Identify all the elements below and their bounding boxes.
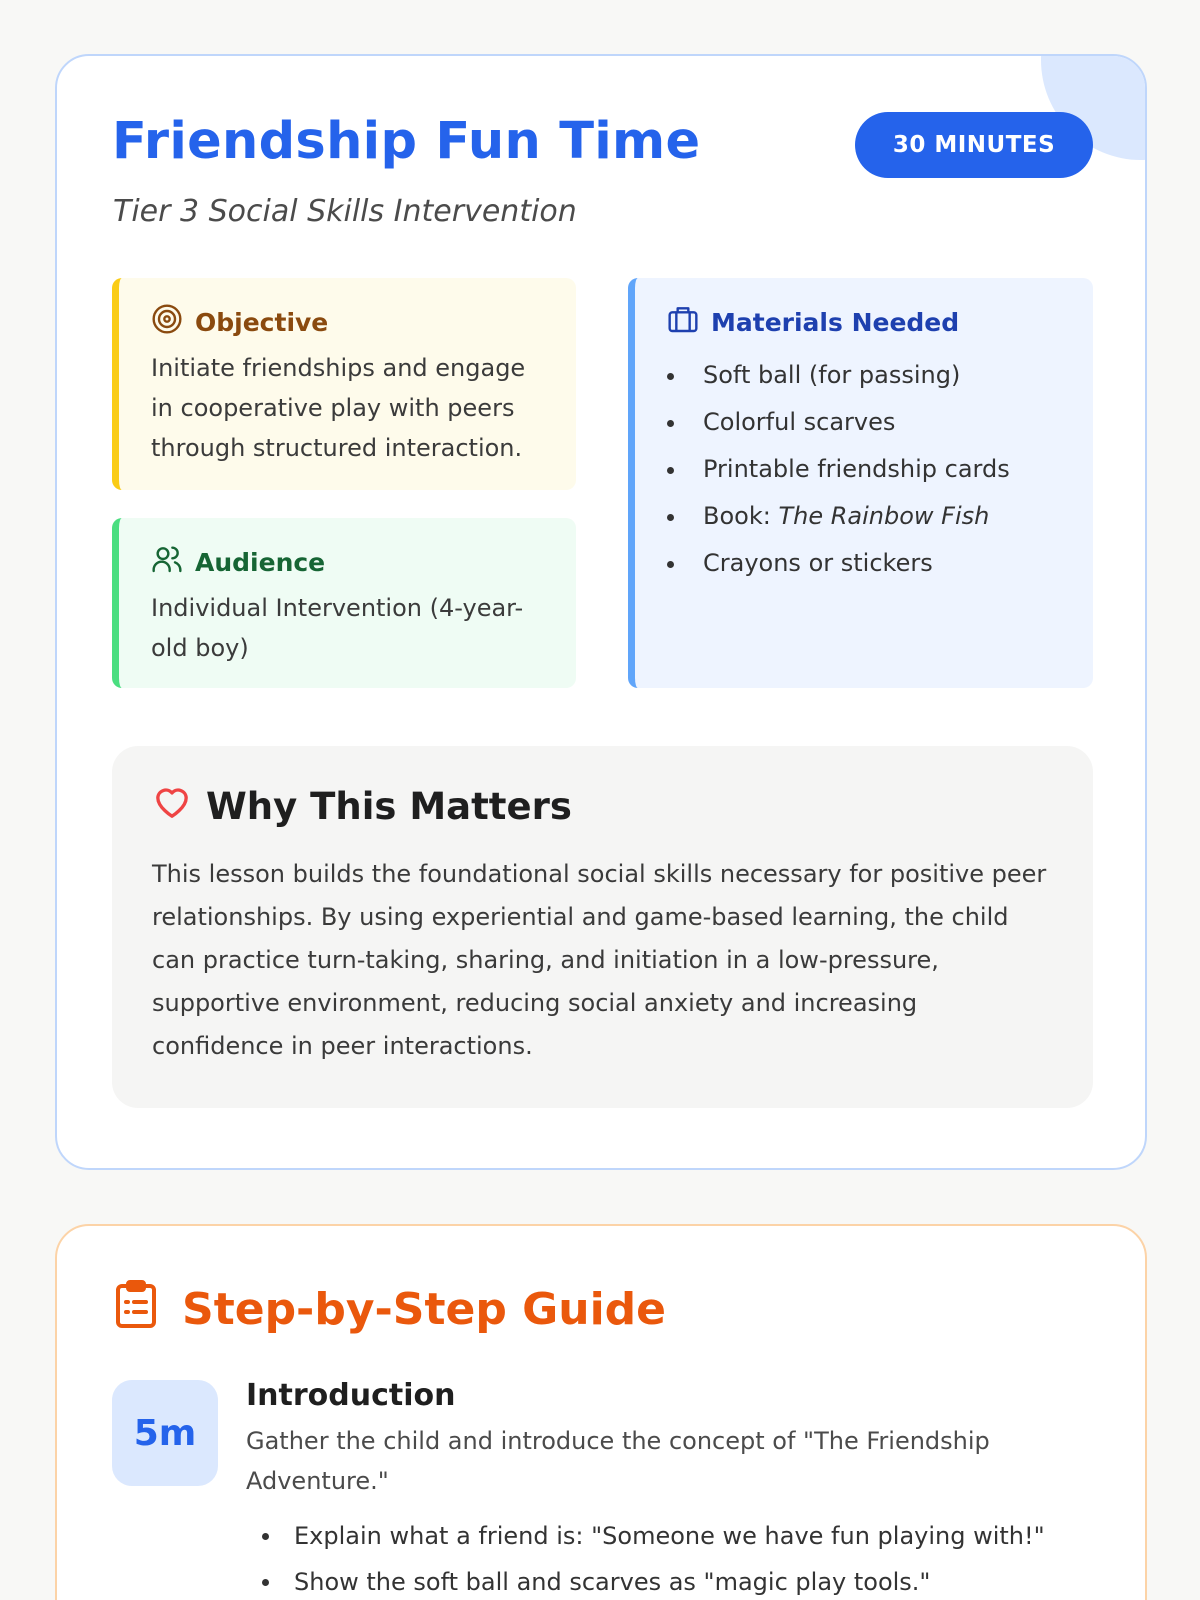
clipboard-icon	[112, 1278, 160, 1341]
step-duration-badge: 5m	[112, 1380, 218, 1486]
why-section	[112, 746, 1093, 1108]
heart-icon	[152, 782, 192, 831]
materials-list	[667, 352, 1063, 587]
audience-box	[112, 518, 576, 688]
why-label: Why This Matters	[206, 785, 572, 828]
why-text: This lesson builds the foundational social skills necessary for positive peer relationships. By using experiential and game-based learning, the child can practice turn-taking, sharing, and initiation in a low-pressure, supportive environment, reducing social anxiety and increasing confidence in peer interactions.	[152, 860, 1047, 1060]
step-guide-card	[55, 1224, 1147, 1600]
duration-badge: 30 MINUTES	[855, 112, 1093, 178]
step-bullet: Show the soft ball and scarves as "magic play tools."	[246, 1559, 1096, 1600]
materials-item	[667, 493, 1063, 540]
audience-header	[151, 544, 546, 580]
objective-box	[112, 278, 576, 490]
target-icon	[151, 303, 183, 341]
guide-label: Step-by-Step Guide	[182, 1284, 666, 1335]
materials-item: Colorful scarves	[667, 399, 1063, 446]
audience-text: Individual Intervention (4-year-old boy)	[151, 594, 524, 662]
why-header	[152, 782, 1053, 831]
materials-item-prefix: Book:	[703, 502, 771, 530]
objective-header	[151, 304, 546, 340]
guide-header	[112, 1278, 666, 1341]
book-title: The Rainbow Fish	[778, 502, 990, 530]
lesson-overview-card	[55, 54, 1147, 1170]
audience-label: Audience	[195, 547, 326, 577]
materials-item: Soft ball (for passing)	[667, 352, 1063, 399]
step-item	[246, 1378, 1096, 1600]
page-subtitle: Tier 3 Social Skills Intervention	[113, 194, 577, 229]
page-title: Friendship Fun Time	[112, 112, 701, 171]
materials-item: Printable friendship cards	[667, 446, 1063, 493]
step-bullet: Explain what a friend is: "Someone we have fun playing with!"	[246, 1513, 1096, 1559]
users-icon	[151, 543, 183, 581]
materials-item: Crayons or stickers	[667, 540, 1063, 587]
step-title: Introduction	[246, 1378, 456, 1413]
briefcase-icon	[667, 303, 699, 341]
objective-text: Initiate friendships and engage in cooperative play with peers through structured interaction.	[151, 354, 526, 462]
step-description: Gather the child and introduce the concept of "The Friendship Adventure."	[246, 1427, 990, 1495]
materials-box	[628, 278, 1093, 688]
objective-label: Objective	[195, 307, 329, 337]
step-bullets	[246, 1513, 1096, 1600]
materials-label: Materials Needed	[711, 307, 960, 337]
materials-header	[667, 304, 1063, 340]
